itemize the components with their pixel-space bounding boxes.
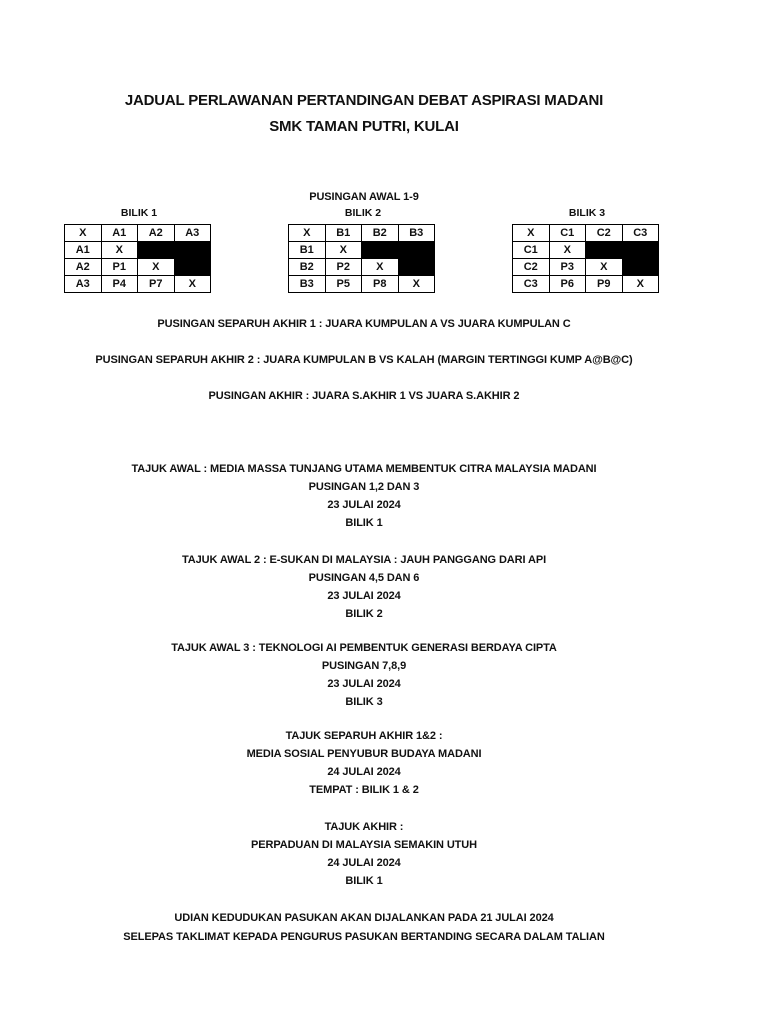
- semi-final-2-line: PUSINGAN SEPARUH AKHIR 2 : JUARA KUMPULAN B VS KALAH (MARGIN TERTINGGI KUMP A@B@C): [95, 354, 633, 366]
- table-cell: X: [362, 259, 399, 276]
- table-row: [65, 242, 211, 259]
- table-row: [65, 225, 211, 242]
- topic-line: TAJUK AWAL 3 : TEKNOLOGI AI PEMBENTUK GENERASI BERDAYA CIPTA: [171, 642, 557, 654]
- topic-line: TAJUK AWAL 2 : E-SUKAN DI MALAYSIA : JAUH PANGGANG DARI API: [181, 554, 547, 566]
- table-cell: P9: [586, 276, 623, 293]
- table-cell: B2: [289, 259, 326, 276]
- table-cell: A1: [101, 225, 138, 242]
- blocked-cell: [174, 242, 211, 259]
- table-cell: X: [289, 225, 326, 242]
- topic-line: 24 JULAI 2024: [327, 766, 401, 778]
- note-line: UDIAN KEDUDUKAN PASUKAN AKAN DIJALANKAN PADA 21 JULAI 2024: [174, 912, 554, 924]
- table-row: [289, 276, 435, 293]
- table-cell: B1: [289, 242, 326, 259]
- room-3-table: [512, 224, 659, 293]
- table-row: [289, 242, 435, 259]
- topic-line: PERPADUAN DI MALAYSIA SEMAKIN UTUH: [251, 839, 477, 851]
- table-cell: X: [586, 259, 623, 276]
- topic-line: 23 JULAI 2024: [327, 590, 401, 602]
- topic-block-1: [0, 460, 728, 532]
- table-cell: P2: [325, 259, 362, 276]
- document-title-line2: SMK TAMAN PUTRI, KULAI: [269, 118, 459, 135]
- table-cell: X: [138, 259, 175, 276]
- table-cell: P7: [138, 276, 175, 293]
- topic-line: BILIK 2: [345, 608, 383, 620]
- table-row: [289, 259, 435, 276]
- table-cell: X: [549, 242, 586, 259]
- table-row: [513, 242, 659, 259]
- topic-line: BILIK 3: [345, 696, 383, 708]
- table-row: [513, 259, 659, 276]
- topic-line: MEDIA SOSIAL PENYUBUR BUDAYA MADANI: [246, 748, 482, 760]
- blocked-cell: [622, 259, 659, 276]
- table-cell: P4: [101, 276, 138, 293]
- room-1-table: [64, 224, 211, 293]
- table-cell: P8: [362, 276, 399, 293]
- group-round-heading: PUSINGAN AWAL 1-9: [309, 191, 419, 203]
- table-cell: P5: [325, 276, 362, 293]
- table-cell: X: [65, 225, 102, 242]
- table-cell: X: [174, 276, 211, 293]
- topic-line: 23 JULAI 2024: [327, 678, 401, 690]
- table-row: [65, 276, 211, 293]
- topic-block-semi: [0, 727, 728, 799]
- table-row: [65, 259, 211, 276]
- table-cell: X: [325, 242, 362, 259]
- topic-line: TAJUK AKHIR :: [324, 821, 404, 833]
- table-cell: B2: [362, 225, 399, 242]
- topic-block-final: [0, 818, 728, 890]
- table-cell: C2: [513, 259, 550, 276]
- blocked-cell: [398, 259, 435, 276]
- table-cell: A2: [138, 225, 175, 242]
- topic-line: 24 JULAI 2024: [327, 857, 401, 869]
- table-row: [289, 225, 435, 242]
- blocked-cell: [138, 242, 175, 259]
- room-2-table: [288, 224, 435, 293]
- room-label-3: BILIK 3: [568, 207, 606, 219]
- table-cell: P3: [549, 259, 586, 276]
- topic-block-2: [0, 551, 728, 623]
- table-cell: X: [101, 242, 138, 259]
- blocked-cell: [362, 242, 399, 259]
- table-cell: C3: [622, 225, 659, 242]
- table-cell: B3: [398, 225, 435, 242]
- table-cell: P1: [101, 259, 138, 276]
- table-cell: A3: [174, 225, 211, 242]
- table-cell: A2: [65, 259, 102, 276]
- table-cell: P6: [549, 276, 586, 293]
- table-cell: B1: [325, 225, 362, 242]
- table-cell: X: [513, 225, 550, 242]
- topic-line: PUSINGAN 1,2 DAN 3: [308, 481, 420, 493]
- document-title-line1: JADUAL PERLAWANAN PERTANDINGAN DEBAT ASPIRASI MADANI: [124, 92, 604, 109]
- semi-final-1-line: PUSINGAN SEPARUH AKHIR 1 : JUARA KUMPULAN A VS JUARA KUMPULAN C: [157, 318, 571, 330]
- topic-line: BILIK 1: [345, 517, 383, 529]
- topic-line: PUSINGAN 4,5 DAN 6: [308, 572, 420, 584]
- table-cell: X: [622, 276, 659, 293]
- blocked-cell: [586, 242, 623, 259]
- table-cell: B3: [289, 276, 326, 293]
- blocked-cell: [174, 259, 211, 276]
- table-row: [513, 225, 659, 242]
- table-cell: C1: [549, 225, 586, 242]
- table-row: [513, 276, 659, 293]
- table-cell: A1: [65, 242, 102, 259]
- topic-line: BILIK 1: [345, 875, 383, 887]
- blocked-cell: [398, 242, 435, 259]
- note-line: SELEPAS TAKLIMAT KEPADA PENGURUS PASUKAN BERTANDING SECARA DALAM TALIAN: [123, 931, 605, 943]
- blocked-cell: [622, 242, 659, 259]
- room-label-1: BILIK 1: [120, 207, 158, 219]
- topic-block-3: [0, 639, 728, 711]
- topic-line: TAJUK AWAL : MEDIA MASSA TUNJANG UTAMA MEMBENTUK CITRA MALAYSIA MADANI: [131, 463, 597, 475]
- final-round-line: PUSINGAN AKHIR : JUARA S.AKHIR 1 VS JUARA S.AKHIR 2: [208, 390, 520, 402]
- table-cell: X: [398, 276, 435, 293]
- topic-line: PUSINGAN 7,8,9: [321, 660, 407, 672]
- topic-line: TEMPAT : BILIK 1 & 2: [309, 784, 419, 796]
- notes-block: [0, 909, 728, 947]
- table-cell: C3: [513, 276, 550, 293]
- table-cell: A3: [65, 276, 102, 293]
- topic-line: TAJUK SEPARUH AKHIR 1&2 :: [285, 730, 443, 742]
- topic-line: 23 JULAI 2024: [327, 499, 401, 511]
- table-cell: C2: [586, 225, 623, 242]
- room-label-2: BILIK 2: [344, 207, 382, 219]
- table-cell: C1: [513, 242, 550, 259]
